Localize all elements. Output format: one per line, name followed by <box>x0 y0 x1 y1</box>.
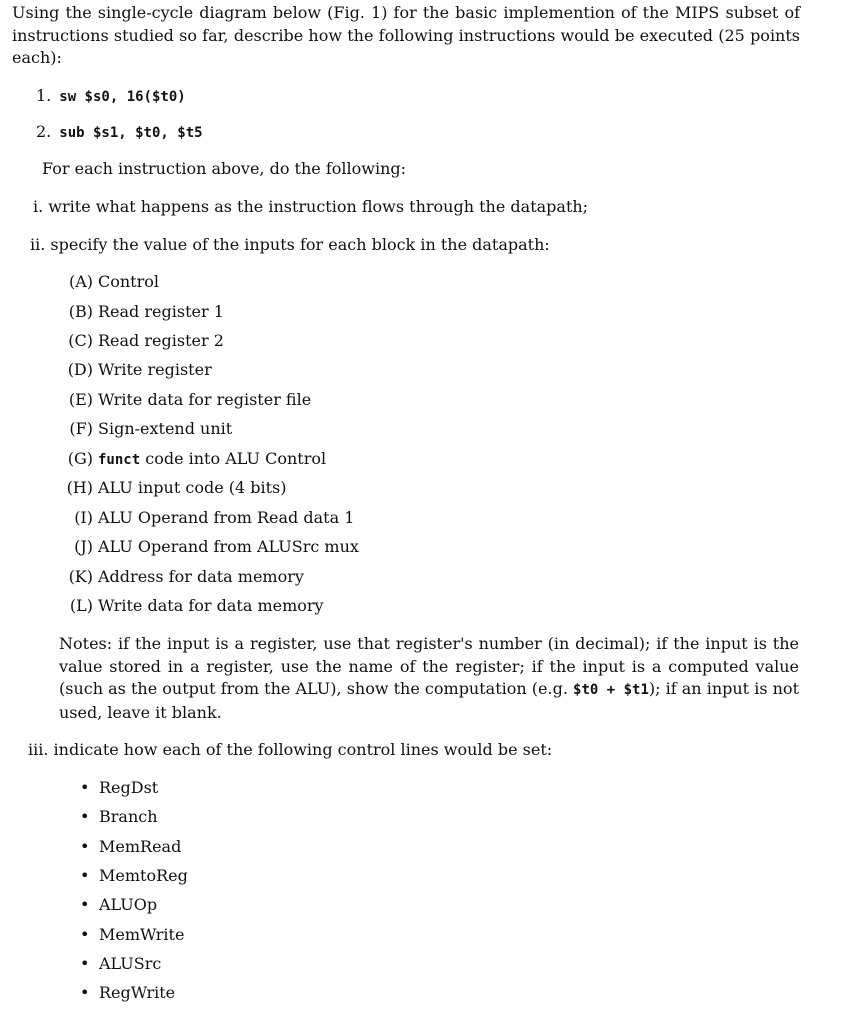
input-item-e <box>62 390 311 409</box>
input-label: (G) <box>67 449 93 468</box>
input-item-g <box>62 449 326 468</box>
bullet-icon: • <box>80 954 90 973</box>
input-text: ALU Operand from Read data 1 <box>98 508 355 527</box>
bullet-icon: • <box>80 807 90 826</box>
input-text: Address for data memory <box>98 567 304 586</box>
intro-paragraph: Using the single-cycle diagram below (Fig. 1) for the basic implemention of the MIPS subset of instructions studied so far, describe how the following instructions would be executed (25 points each): <box>12 3 800 67</box>
bullet-icon: • <box>80 925 90 944</box>
input-text: code into ALU Control <box>140 449 327 468</box>
control-line-item <box>80 954 161 973</box>
control-line-label: RegWrite <box>99 983 176 1002</box>
input-text: ALU Operand from ALUSrc mux <box>98 537 359 556</box>
control-line-item <box>80 866 188 885</box>
input-label: (H) <box>66 478 93 497</box>
input-item-b <box>62 302 224 321</box>
instruction-2 <box>36 122 203 141</box>
bullet-icon: • <box>80 983 90 1002</box>
input-label: (C) <box>68 331 93 350</box>
input-label: (E) <box>68 390 93 409</box>
input-text: ALU input code (4 bits) <box>98 478 287 497</box>
control-line-label: ALUSrc <box>99 954 162 973</box>
step-i <box>33 197 588 216</box>
step-iii <box>28 740 552 759</box>
control-line-item <box>80 983 175 1002</box>
input-item-l <box>62 596 324 615</box>
instruction-1 <box>36 86 186 105</box>
input-label: (L) <box>69 596 93 615</box>
step-label: iii. <box>28 740 49 759</box>
step-label: ii. <box>30 235 46 254</box>
input-text: Control <box>98 272 160 291</box>
input-text: Read register 1 <box>98 302 224 321</box>
bullet-icon: • <box>80 778 90 797</box>
bullet-icon: • <box>80 837 90 856</box>
notes-text-2: ); if an input is not used, leave it blank. <box>59 679 799 722</box>
input-text: Read register 2 <box>98 331 224 350</box>
step-text: indicate how each of the following control lines would be set: <box>53 740 553 759</box>
input-label: (A) <box>68 272 93 291</box>
control-line-item <box>80 807 158 826</box>
input-text: Write register <box>98 360 212 379</box>
input-label: (I) <box>74 508 93 527</box>
instruction-number: 1. <box>36 86 52 105</box>
control-line-label: RegDst <box>99 778 159 797</box>
input-text: Sign-extend unit <box>98 419 233 438</box>
control-line-label: MemWrite <box>99 925 185 944</box>
input-item-h <box>62 478 287 497</box>
control-line-item <box>80 895 157 914</box>
control-line-item <box>80 837 181 856</box>
control-line-item <box>80 778 158 797</box>
notes-code: $t0 + $t1 <box>573 682 649 698</box>
input-text: Write data for register file <box>98 390 312 409</box>
input-text: Write data for data memory <box>98 596 324 615</box>
control-line-label: MemtoReg <box>99 866 188 885</box>
input-label: (F) <box>69 419 93 438</box>
input-label: (B) <box>68 302 93 321</box>
step-ii <box>30 235 550 254</box>
notes-text-1: Notes: if the input is a register, use that register's number (in decimal); if the input is the value stored in a register, use the name of the register; if the input is a computed value (such as the output from the ALU), show the computation (e.g. <box>59 634 799 698</box>
step-text: specify the value of the inputs for each block in the datapath: <box>50 235 550 254</box>
control-line-label: ALUOp <box>99 895 158 914</box>
instruction-code: sub $s1, $t0, $t5 <box>59 125 203 141</box>
notes-paragraph <box>59 633 799 724</box>
input-item-i <box>62 508 354 527</box>
input-item-c <box>62 331 224 350</box>
lead-text: For each instruction above, do the following: <box>42 159 407 178</box>
input-label: (J) <box>74 537 93 556</box>
input-item-f <box>62 419 232 438</box>
input-item-j <box>62 537 359 556</box>
input-code: funct <box>98 452 141 468</box>
step-text: write what happens as the instruction flows through the datapath; <box>48 197 589 216</box>
input-item-k <box>62 567 304 586</box>
bullet-icon: • <box>80 866 90 885</box>
input-label: (K) <box>68 567 93 586</box>
input-item-d <box>62 360 212 379</box>
instruction-number: 2. <box>36 122 52 141</box>
input-label: (D) <box>67 360 93 379</box>
instruction-code: sw $s0, 16($t0) <box>59 89 186 105</box>
control-line-label: MemRead <box>99 837 182 856</box>
step-label: i. <box>33 197 44 216</box>
bullet-icon: • <box>80 895 90 914</box>
control-line-item <box>80 925 184 944</box>
control-line-label: Branch <box>99 807 158 826</box>
input-item-a <box>62 272 159 291</box>
